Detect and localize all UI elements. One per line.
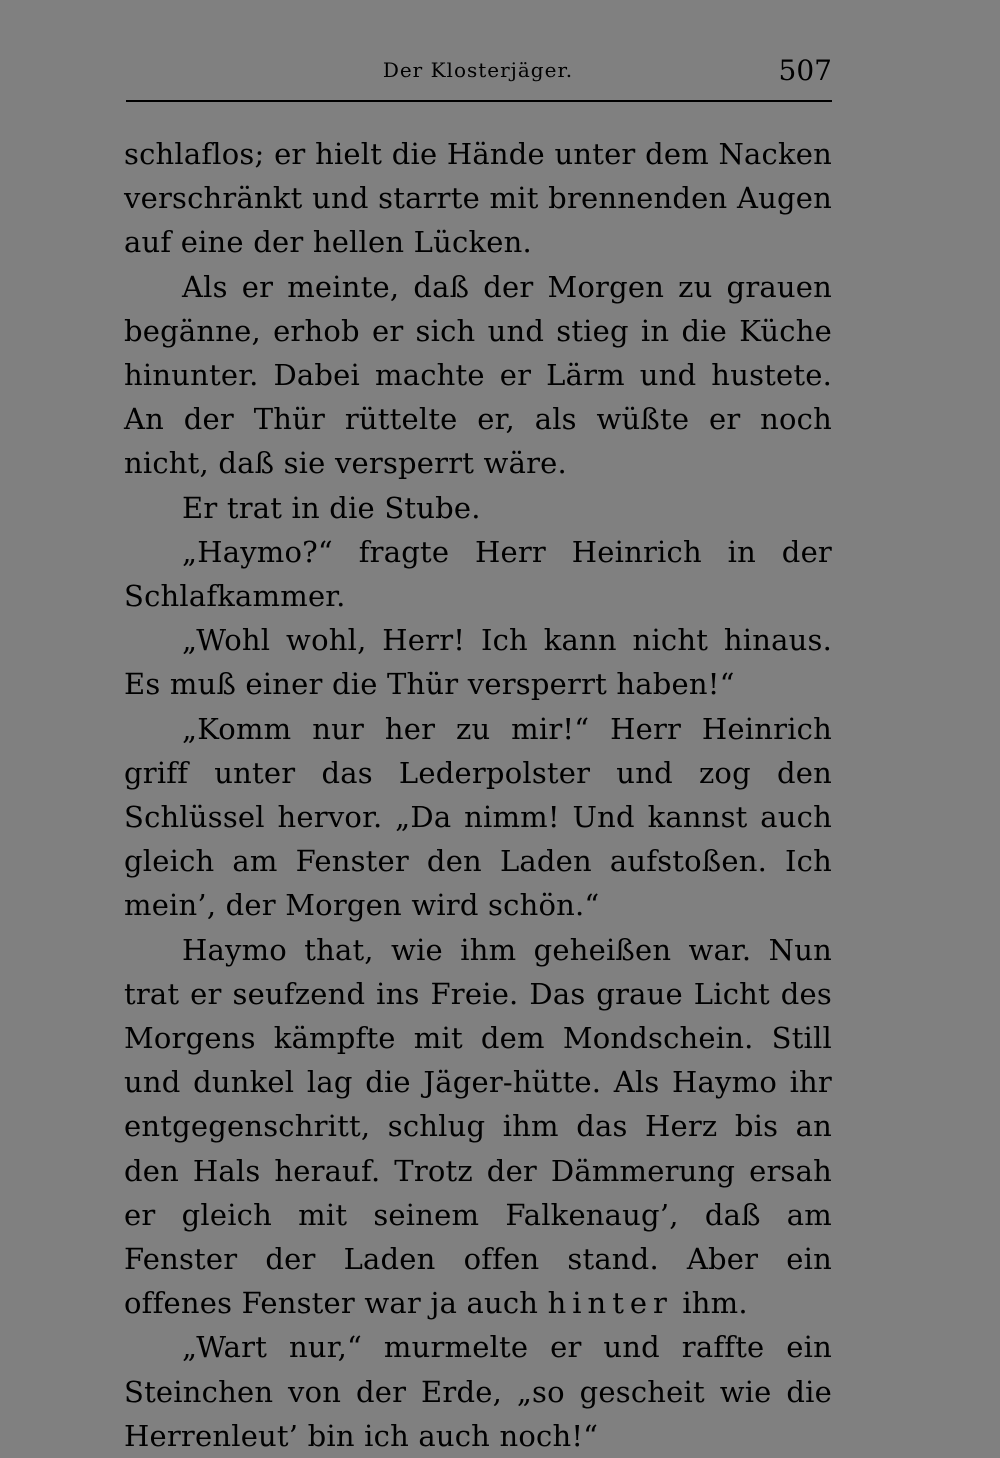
paragraph: schlaflos; er hielt die Hände unter dem Nacken verschränkt und starrte mit brennenden Augen auf eine der hellen Lücken.: [124, 137, 832, 260]
paragraph: Er trat in die Stube.: [182, 490, 481, 525]
running-head: [124, 54, 832, 92]
paragraph-text: Haymo that, wie ihm geheißen war. Nun trat er seufzend ins Freie. Das graue Licht des Morgens kämpfte mit dem Mondschein. Still und dunkel lag die Jäger-hütte. Als Haymo ihr entgegenschritt, schlug ihm das Herz bis an den Hals herauf. Trotz der Dämmerung ersah er gleich mit seinem Falkenaug’, daß am Fenster der Laden offen stand. Aber ein offenes Fenster war ja auch: [124, 932, 832, 1321]
paragraph: Als er meinte, daß der Morgen zu grauen begänne, erhob er sich und stieg in die Küche hinunter. Dabei machte er Lärm und hustete. An der Thür rüttelte er, als wüßte er noch nicht, daß sie versperrt wäre.: [124, 269, 832, 481]
paragraph: „Wohl wohl, Herr! Ich kann nicht hinaus. Es muß einer die Thür versperrt haben!“: [124, 623, 832, 702]
paragraph: „Wart nur,“ murmelte er und raffte ein Steinchen von der Erde, „so gescheit wie die Herrenleut’ bin ich auch noch!“: [124, 1330, 832, 1453]
paragraph-text: ihm.: [672, 1286, 748, 1321]
body-text: [124, 132, 832, 1458]
emphasized-word: hinter: [547, 1286, 673, 1321]
paragraph: „Haymo?“ fragte Herr Heinrich in der Schlafkammer.: [124, 534, 832, 614]
paragraph: „Komm nur her zu mir!“ Herr Heinrich griff unter das Lederpolster und zog den Schlüssel hervor. „Da nimm! Und kannst auch gleich am Fenster den Laden aufstoßen. Ich mein’, der Morgen wird schön.“: [124, 711, 832, 923]
paragraph: [124, 928, 832, 1326]
header-rule: [126, 100, 832, 102]
running-title: Der Klosterjäger.: [382, 58, 574, 82]
page-number: 507: [778, 54, 832, 87]
